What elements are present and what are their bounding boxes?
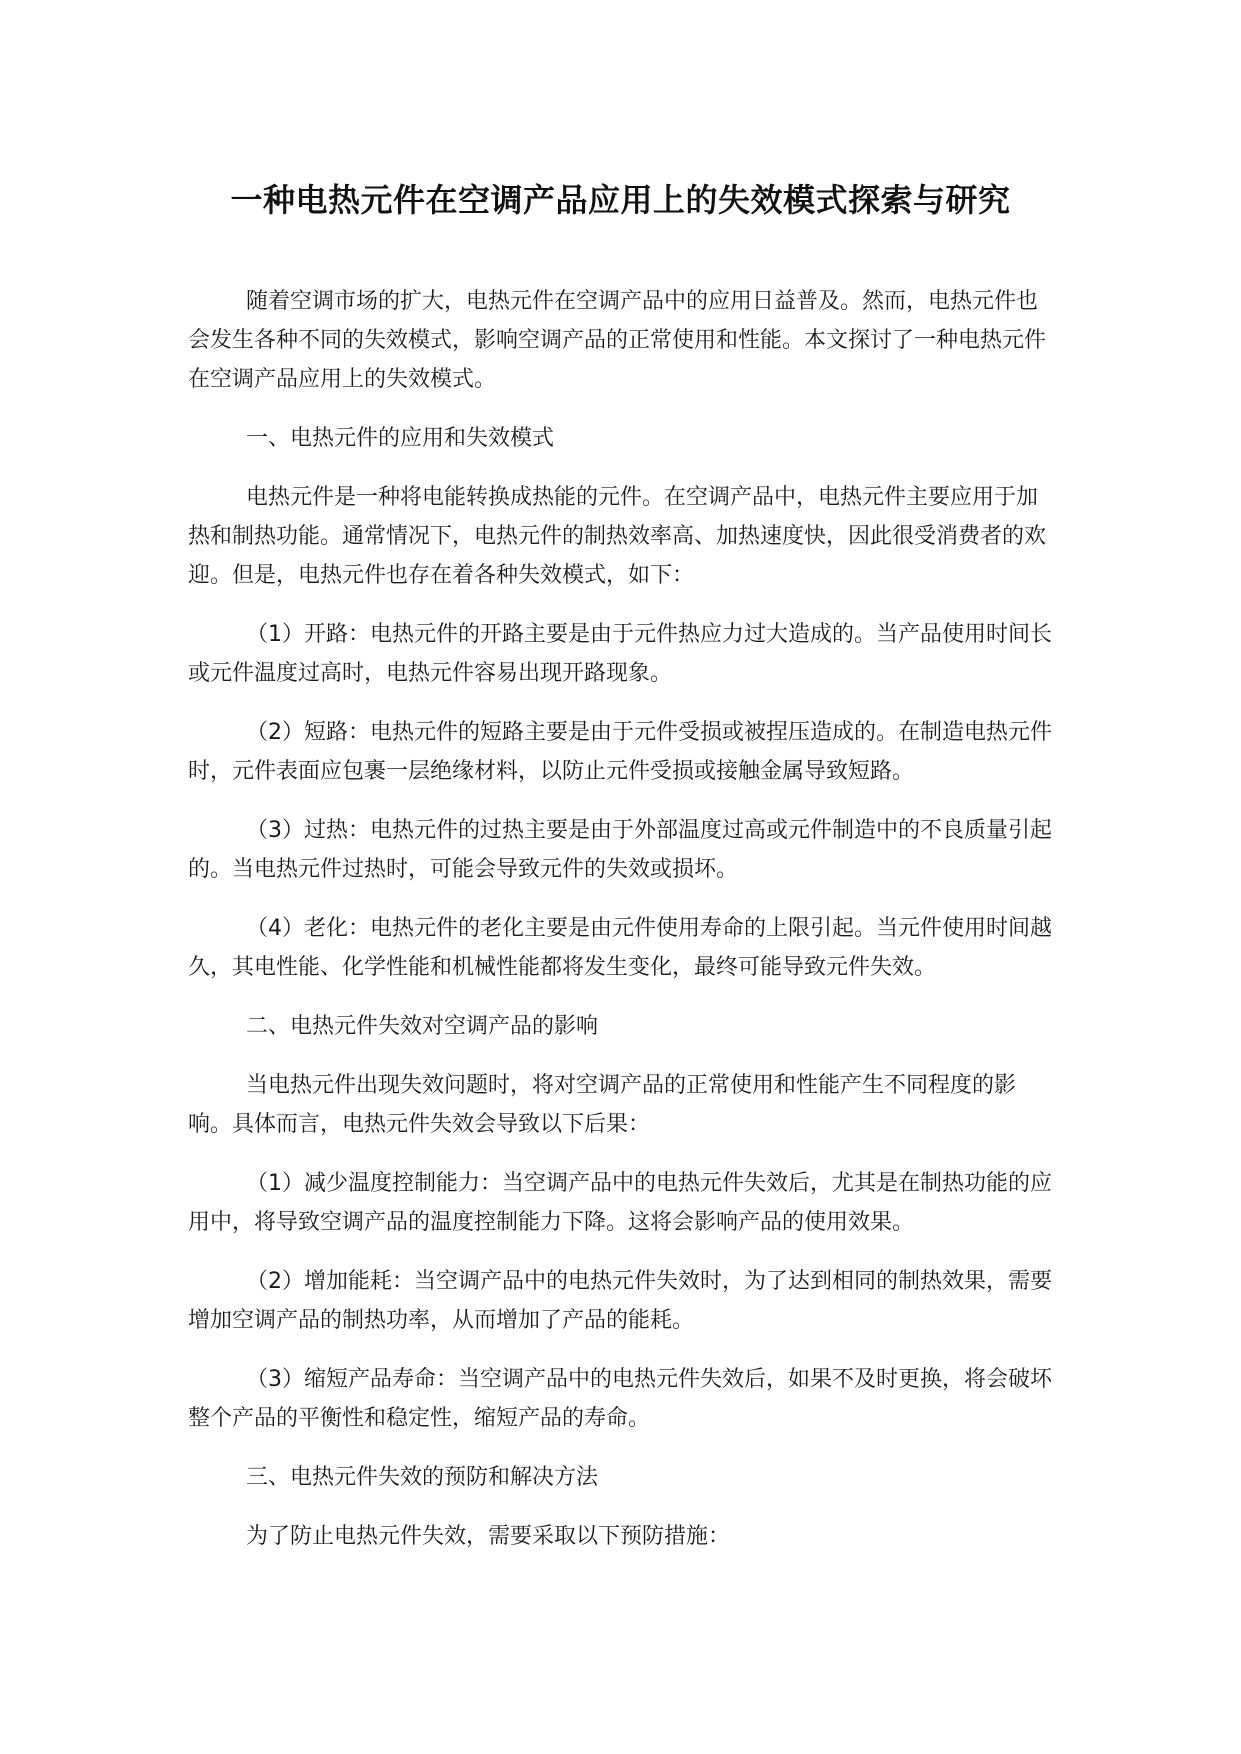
document-title: 一种电热元件在空调产品应用上的失效模式探索与研究 (230, 181, 1011, 219)
section-heading-3: 三、电热元件失效的预防和解决方法 (246, 1465, 599, 1490)
list-item: （3）过热：电热元件的过热主要是由于外部温度过高或元件制造中的不良质量引起的。当电热元件过热时，可能会导致元件的失效或损坏。 (188, 818, 1052, 882)
list-item: （1）减少温度控制能力：当空调产品中的电热元件失效后，尤其是在制热功能的应用中，将导致空调产品的温度控制能力下降。这将会影响产品的使用效果。 (188, 1171, 1052, 1235)
paragraph-intro: 随着空调市场的扩大，电热元件在空调产品中的应用日益普及。然而，电热元件也会发生各种不同的失效模式，影响空调产品的正常使用和性能。本文探讨了一种电热元件在空调产品应用上的失效模式。 (188, 289, 1047, 392)
list-item: （2）短路：电热元件的短路主要是由于元件受损或被捏压造成的。在制造电热元件时，元件表面应包裹一层绝缘材料，以防止元件受损或接触金属导致短路。 (188, 720, 1052, 784)
paragraph: 当电热元件出现失效问题时，将对空调产品的正常使用和性能产生不同程度的影响。具体而言，电热元件失效会导致以下后果： (188, 1073, 1017, 1137)
section-heading-1: 一、电热元件的应用和失效模式 (246, 426, 555, 451)
paragraph: 为了防止电热元件失效，需要采取以下预防措施： (246, 1524, 731, 1549)
paragraph: 电热元件是一种将电能转换成热能的元件。在空调产品中，电热元件主要应用于加热和制热功能。通常情况下，电热元件的制热效率高、加热速度快，因此很受消费者的欢迎。但是，电热元件也存在着各种失效模式，如下： (188, 485, 1047, 588)
list-item: （4）老化：电热元件的老化主要是由元件使用寿命的上限引起。当元件使用时间越久，其电性能、化学性能和机械性能都将发生变化，最终可能导致元件失效。 (188, 916, 1052, 980)
list-item: （2）增加能耗：当空调产品中的电热元件失效时，为了达到相同的制热效果，需要增加空调产品的制热功率，从而增加了产品的能耗。 (188, 1269, 1052, 1333)
section-heading-2: 二、电热元件失效对空调产品的影响 (246, 1014, 599, 1039)
list-item: （3）缩短产品寿命：当空调产品中的电热元件失效后，如果不及时更换，将会破坏整个产品的平衡性和稳定性，缩短产品的寿命。 (188, 1367, 1052, 1431)
document-body (188, 282, 1056, 1576)
list-item: （1）开路：电热元件的开路主要是由于元件热应力过大造成的。当产品使用时间长或元件温度过高时，电热元件容易出现开路现象。 (188, 622, 1052, 686)
